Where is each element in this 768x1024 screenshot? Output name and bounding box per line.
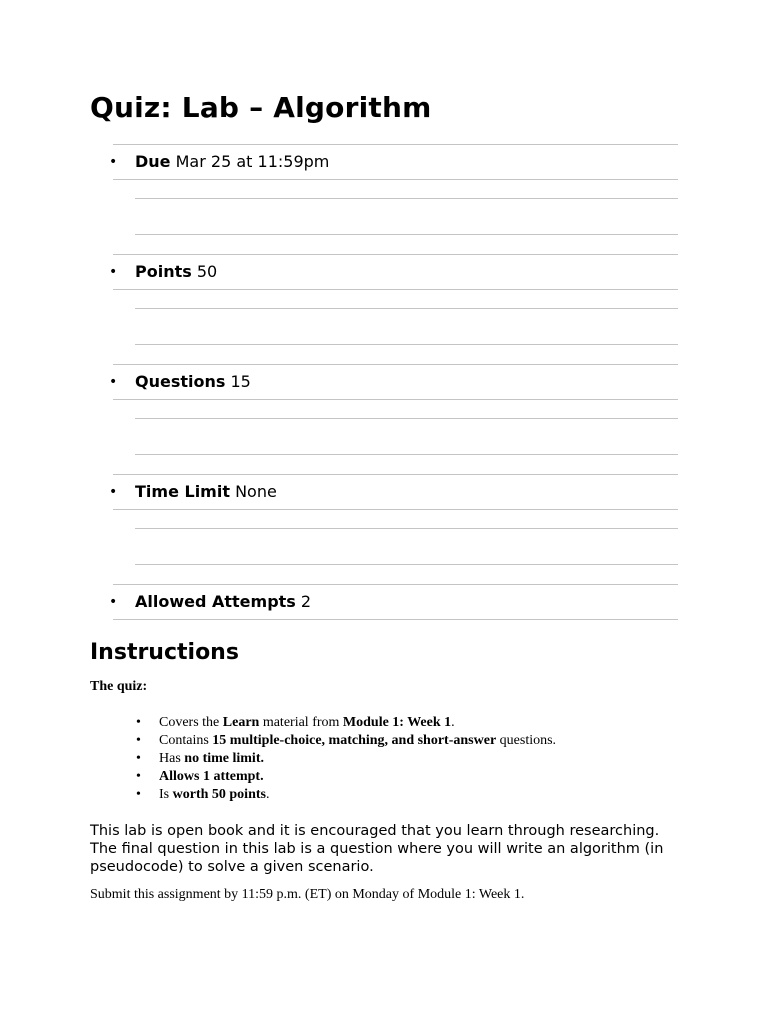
quiz-subheading: The quiz: bbox=[90, 679, 148, 694]
detail-value: 2 bbox=[300, 592, 312, 611]
detail-value: 50 bbox=[196, 262, 218, 281]
spacer-row bbox=[113, 510, 678, 584]
bullet-icon: • bbox=[109, 484, 118, 500]
list-item: • Has no time limit. bbox=[134, 750, 556, 768]
detail-label: Time Limit bbox=[135, 482, 230, 501]
detail-label: Due bbox=[135, 152, 171, 171]
quiz-details-list bbox=[109, 144, 678, 620]
list-item: • Is worth 50 points. bbox=[134, 786, 556, 804]
detail-label: Allowed Attempts bbox=[135, 592, 296, 611]
bullet-icon: • bbox=[109, 154, 118, 170]
quiz-info-list bbox=[134, 714, 556, 804]
list-item: • Contains 15 multiple-choice, matching, and short-answer questions. bbox=[134, 732, 556, 750]
spacer-row bbox=[113, 400, 678, 474]
detail-value: None bbox=[235, 482, 277, 501]
bullet-icon: • bbox=[109, 374, 118, 390]
detail-label: Questions bbox=[135, 372, 226, 391]
instructions-heading: Instructions bbox=[90, 640, 239, 665]
spacer-row bbox=[113, 180, 678, 254]
detail-due bbox=[109, 144, 678, 180]
detail-time-limit bbox=[109, 474, 678, 510]
description-paragraph: This lab is open book and it is encouraged that you learn through researching. The final question in this lab is a question where you will write an algorithm (in pseudocode) to solve a given scenario. bbox=[90, 823, 664, 875]
detail-label: Points bbox=[135, 262, 192, 281]
spacer-row bbox=[113, 290, 678, 364]
list-item: • Covers the Learn material from Module 1: Week 1. bbox=[134, 714, 556, 732]
detail-value: Mar 25 at 11:59pm bbox=[175, 152, 330, 171]
bullet-icon: • bbox=[109, 264, 118, 280]
detail-questions bbox=[109, 364, 678, 400]
detail-allowed-attempts bbox=[109, 584, 678, 620]
page-title: Quiz: Lab – Algorithm bbox=[90, 91, 432, 124]
list-item: • Allows 1 attempt. bbox=[134, 768, 556, 786]
submission-note: Submit this assignment by 11:59 p.m. (ET) on Monday of Module 1: Week 1. bbox=[90, 887, 525, 902]
detail-value: 15 bbox=[230, 372, 251, 391]
bullet-icon: • bbox=[109, 594, 118, 610]
detail-points bbox=[109, 254, 678, 290]
